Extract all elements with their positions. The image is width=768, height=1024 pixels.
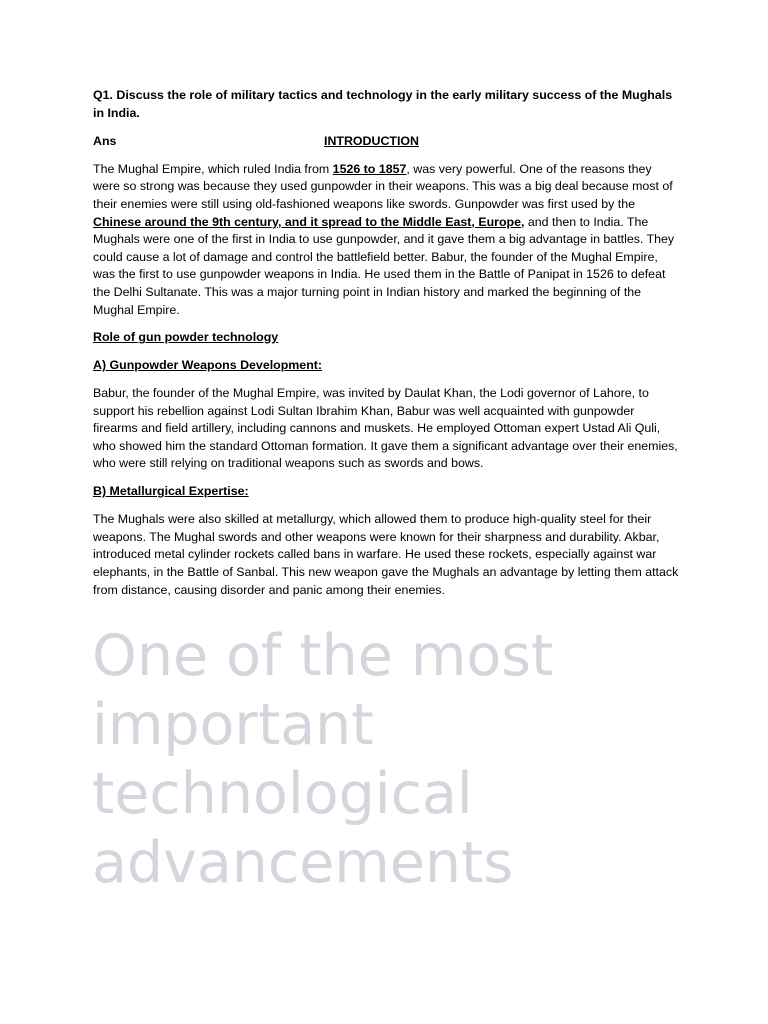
question-text: Q1. Discuss the role of military tactics and technology in the early military success of the Mughals in India.: [93, 88, 673, 120]
introduction-heading: INTRODUCTION: [324, 133, 419, 148]
ans-label: Ans: [93, 133, 117, 148]
section-b-heading: B) Metallurgical Expertise:: [93, 484, 249, 499]
overlay-watermark-text: One of the most important technological advancements: [92, 623, 554, 896]
section-b-paragraph: The Mughals were also skilled at metallurgy, which allowed them to produce high-quality steel for their weapons. The Mughal swords and other weapons were known for their sharpness and durability. Akbar, introduced metal cylinder rockets called bans in warfare. He used these rockets, especially against war elephants, in the Battle of Sanbal. This new weapon gave the Mughals an advantage by letting them attack from distance, causing disorder and panic among their enemies.: [93, 512, 679, 597]
intro-spread-highlight: Chinese around the 9th century, and it spread to the Middle East, Europe,: [93, 214, 525, 229]
intro-text-1: The Mughal Empire, which ruled India from: [93, 161, 333, 176]
introduction-paragraph: [93, 161, 679, 319]
intro-dates: 1526 to 1857: [332, 161, 407, 176]
section-a-heading: A) Gunpowder Weapons Development:: [93, 358, 323, 373]
section-a-paragraph: Babur, the founder of the Mughal Empire, was invited by Daulat Khan, the Lodi governor of Lahore, to support his rebellion against Lodi Sultan Ibrahim Khan, Babur was well acquainted with gunpowder firearms and field artillery, including cannons and muskets. He employed Ottoman expert Ustad Ali Quli, who showed him the standard Ottoman formation. It gave them a significant advantage over their enemies, who were still relying on traditional weapons such as swords and bows.: [93, 386, 678, 471]
answer-heading-line: [93, 133, 679, 151]
intro-text-3: and then to India. The Mughals were one of the first in India to use gunpowder, and it gave them a big advantage in battles. They could cause a lot of damage and control the battlefield better. Babur, the founder of the Mughal Empire, was the first to use gunpowder weapons in India. He used them in the Battle of Panipat in 1526 to defeat the Delhi Sultanate. This was a major turning point in Indian history and marked the beginning of the Mughal Empire.: [93, 214, 675, 317]
role-heading: Role of gun powder technology: [93, 330, 279, 345]
document-page: [93, 87, 679, 609]
intro-text-2: , was very powerful. One of the reasons they were so strong was because they used gunpowder in their weapons. This was a big deal because most of their enemies were still using old-fashioned weapons like swords. Gunpowder was first used by the: [93, 161, 673, 211]
